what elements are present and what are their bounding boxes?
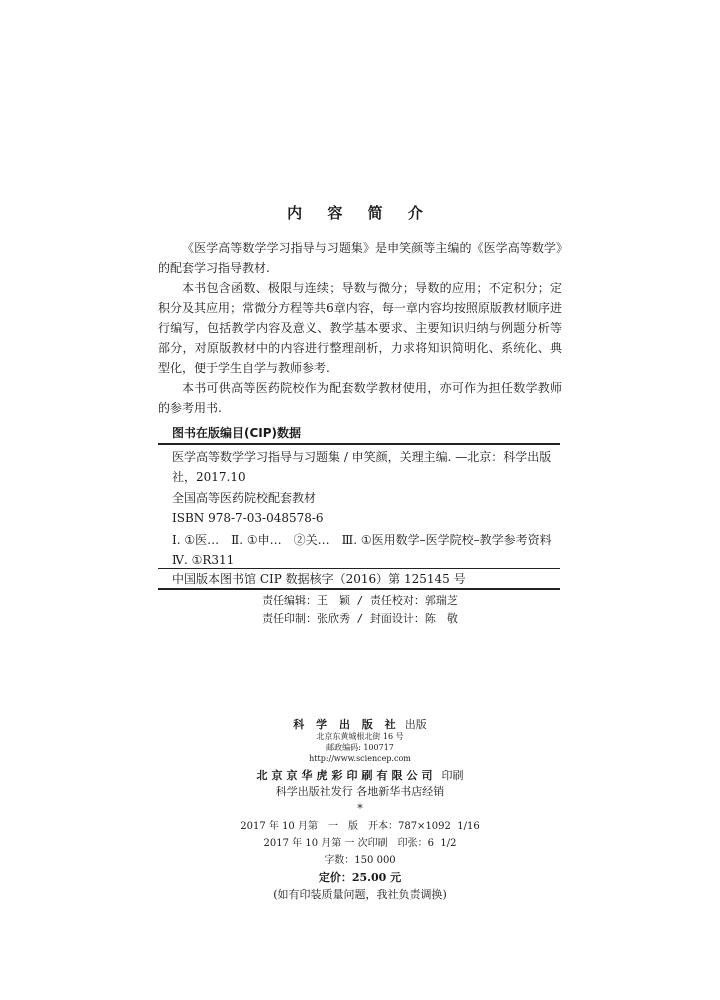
imprint-printing: 2017 年 10 月第 一 次印刷 印张：6 1/2 xyxy=(263,838,457,849)
cip-line-isbn: ISBN 978-7-03-048578-6 xyxy=(172,511,324,525)
printer-line xyxy=(0,764,720,785)
cip-middle-rule xyxy=(158,568,560,569)
summary-paragraph-2: 本书包含函数、极限与连续；导数与微分；导数的应用；不定积分；定积分及其应用；常微分方程等共6章内容，每一章内容均按照原版教材顺序进行编写，包括教学内容及意义、教学基本要求、主要知识归纳与例题分析等部分，对原版教材中的内容进行整理剖析，力求将知识简明化、系统化、典型化，便于学生自学与教师参考. xyxy=(158,281,562,375)
cip-line-title: 医学高等数学学习指导与习题集 / 申笑颜，关理主编. —北京：科学出版社，2017.10 xyxy=(172,450,552,484)
separator-star: * xyxy=(357,802,363,815)
imprint-note: (如有印装质量问题，我社负责调换) xyxy=(273,888,447,901)
summary-paragraph-3: 本书可供高等医药院校作为配套数学教材使用，亦可作为担任数学教师的参考用书. xyxy=(158,381,562,415)
cip-series xyxy=(172,488,562,528)
cip-bottom-rule xyxy=(158,588,560,590)
editors-line-2: 责任印制：张欣秀 / 封面设计：陈 敬 xyxy=(262,612,458,625)
cip-heading: 图书在版编目(CIP)数据 xyxy=(172,426,302,440)
summary-paragraph-1: 《医学高等数学学习指导与习题集》是申笑颜等主编的《医学高等数学》的配套学习指导教材. xyxy=(158,241,562,275)
publisher-postcode: 邮政编码: 100717 xyxy=(326,743,394,752)
imprint-block xyxy=(0,818,720,903)
cip-citation xyxy=(172,447,562,487)
summary-title: 内 容 简 介 xyxy=(287,204,433,222)
publisher-suffix: 出版 xyxy=(404,718,427,731)
imprint-words: 字数：150 000 xyxy=(324,855,396,866)
publisher-name: 科 学 出 版 社 xyxy=(293,718,400,731)
cip-line-series: 全国高等医药院校配套教材 xyxy=(172,491,317,505)
imprint-price: 定价：25.00 元 xyxy=(318,871,402,884)
editors-block xyxy=(0,592,720,628)
editors-line-1: 责任编辑：王 颖 / 责任校对：郭瑞芝 xyxy=(262,594,458,607)
printer-suffix: 印刷 xyxy=(441,769,464,782)
distribution-line: 科学出版社发行 各地新华书店经销 xyxy=(275,785,445,798)
summary-body xyxy=(158,238,562,418)
publisher-website: http://www.sciencep.com xyxy=(309,754,411,763)
imprint-edition: 2017 年 10 月第 一 版 开本：787×1092 1/16 xyxy=(240,821,480,832)
cip-top-rule xyxy=(158,443,560,445)
publisher-address: 北京东黄城根北街 16 号 xyxy=(316,732,404,741)
cip-classification xyxy=(172,530,562,570)
cip-number: 中国版本图书馆 CIP 数据核字（2016）第 125145 号 xyxy=(172,572,466,586)
cip-line-classification: Ⅰ. ①医… Ⅱ. ①申… ②关… Ⅲ. ①医用数学–医学院校–教学参考资料 Ⅳ. ①R311 xyxy=(172,533,564,567)
printer-name: 北京京华虎彩印刷有限公司 xyxy=(256,769,437,782)
